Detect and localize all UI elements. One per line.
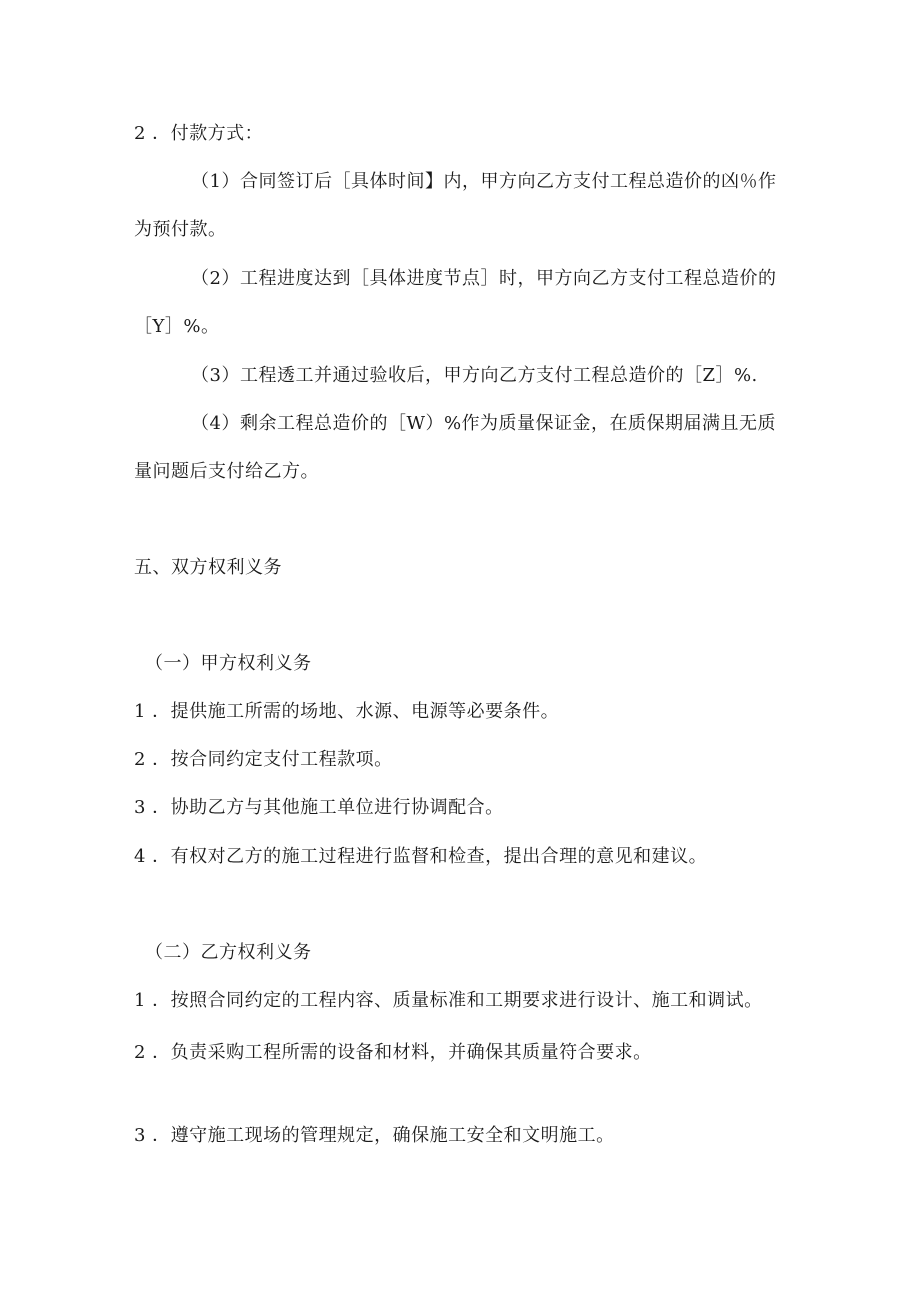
payment-item-3: （3）工程透工并通过验收后，甲方向乙方支付工程总造价的［Z］%.	[191, 365, 758, 386]
party-a-item-2: 2 ．按合同约定支付工程款项。	[134, 749, 393, 770]
payment-item-2-line-2: ［Y］%。	[134, 316, 220, 337]
payment-item-4-line-1: （4）剩余工程总造价的［W）%作为质量保证金，在质保期届满且无质	[191, 413, 777, 434]
party-b-heading: （二）乙方权利义务	[145, 942, 312, 963]
party-b-item-3: 3 ．遵守施工现场的管理规定，确保施工安全和文明施工。	[134, 1125, 615, 1146]
payment-heading: 2 ．付款方式：	[134, 123, 264, 144]
party-a-item-1: 1 ．提供施工所需的场地、水源、电源等必要条件。	[134, 701, 560, 722]
payment-item-1-line-1: （1）合同签订后［具体时间】内，甲方向乙方支付工程总造价的凶％作	[191, 171, 777, 192]
payment-item-1-line-2: 为预付款。	[134, 219, 227, 240]
payment-item-2-line-1: （2）工程进度达到［具体进度节点］时，甲方向乙方支付工程总造价的	[191, 268, 777, 289]
party-a-item-4: 4 ．有权对乙方的施工过程进行监督和检查，提出合理的意见和建议。	[134, 846, 708, 867]
party-a-heading: （一）甲方权利义务	[145, 653, 312, 674]
party-b-item-2: 2 ．负责采购工程所需的设备和材料，并确保其质量符合要求。	[134, 1042, 652, 1063]
party-b-item-1: 1 ．按照合同约定的工程内容、质量标准和工期要求进行设计、施工和调试。	[134, 990, 763, 1011]
section-5-heading: 五、双方权利义务	[134, 557, 282, 578]
payment-item-4-line-2: 量问题后支付给乙方。	[134, 461, 319, 482]
party-a-item-3: 3 ．协助乙方与其他施工单位进行协调配合。	[134, 797, 504, 818]
